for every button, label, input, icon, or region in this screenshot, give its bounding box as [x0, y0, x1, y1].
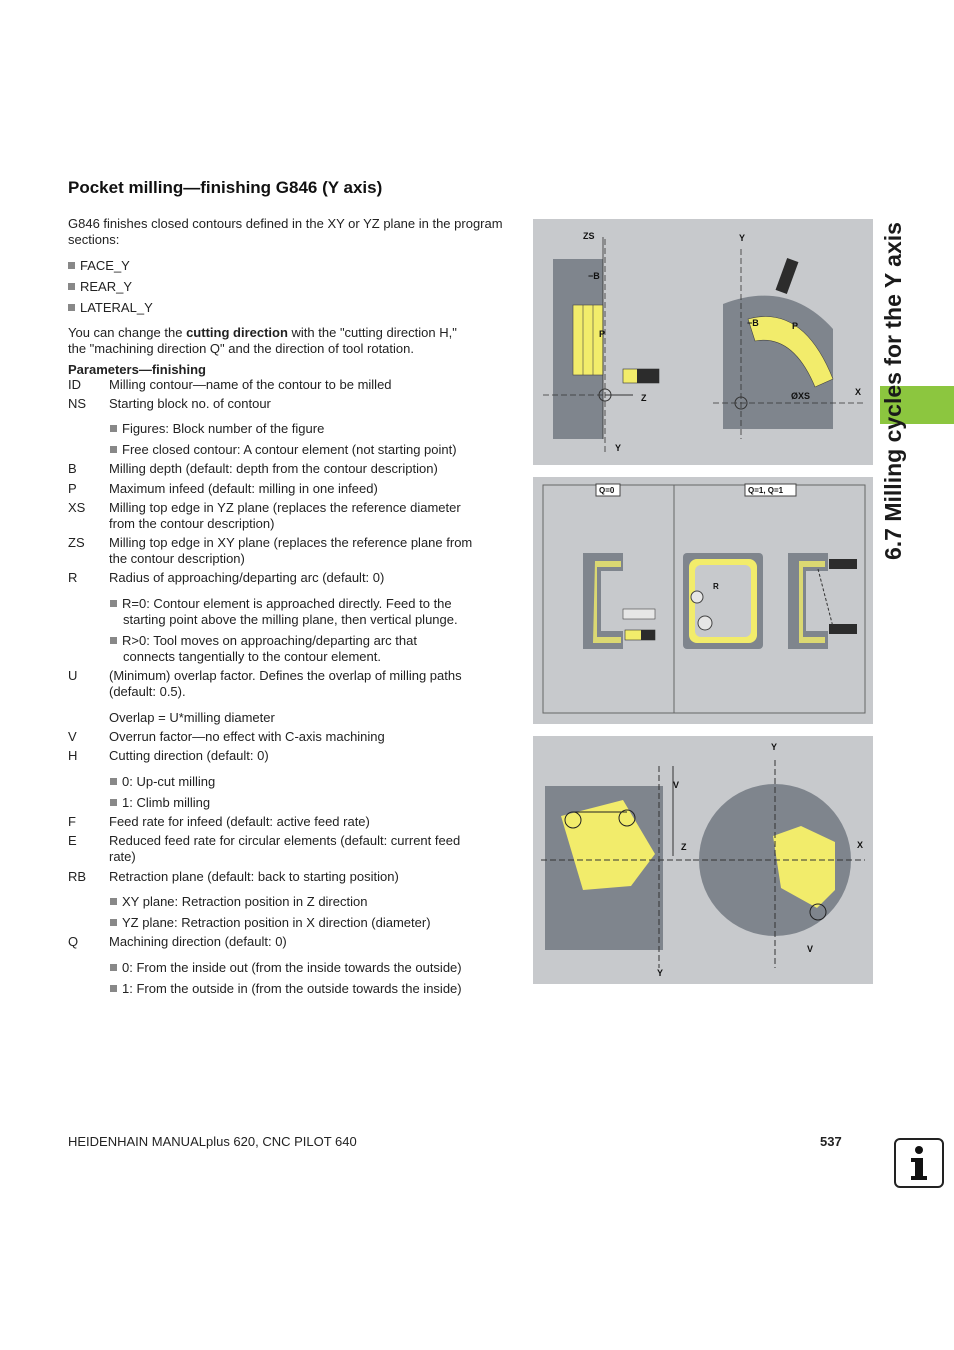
bullet-square-icon — [110, 919, 117, 926]
list-item: R>0: Tool moves on approaching/departing arc that connects tangentially to the contour element. — [110, 633, 510, 665]
bullet-square-icon — [110, 985, 117, 992]
list-item: R=0: Contour element is approached directly. Feed to the starting point above the milling plane, then vertical plunge. — [110, 596, 510, 628]
label-y-top: Y — [771, 742, 778, 752]
list-item: FACE_Y — [68, 258, 130, 274]
label-y-right: Y — [739, 233, 746, 243]
footer-title: HEIDENHAIN MANUALplus 620, CNC PILOT 640 — [68, 1134, 357, 1149]
bullet-square-icon — [68, 304, 75, 311]
info-glyph-icon — [896, 1140, 942, 1186]
label-p-2: P — [792, 321, 799, 331]
bullet-square-icon — [110, 799, 117, 806]
page-title: Pocket milling—finishing G846 (Y axis) — [68, 178, 383, 197]
label-q0: Q=0 — [599, 486, 615, 495]
figure-overrun — [533, 736, 873, 984]
bullet-square-icon — [68, 283, 75, 290]
bullet-square-icon — [110, 637, 117, 644]
change-paragraph: You can change the cutting direction with the "cutting direction H," the "machining direction Q" and the direction of tool rotation. — [68, 325, 457, 356]
list-item: 0: Up-cut milling — [110, 774, 215, 790]
bullet-square-icon — [68, 262, 75, 269]
figure-depth-infeed — [533, 219, 873, 465]
section-title-vertical: 6.7 Milling cycles for the Y axis — [880, 222, 906, 560]
list-item: YZ plane: Retraction position in X direction (diameter) — [110, 915, 431, 931]
label-y-bottom: Y — [615, 443, 622, 453]
label-xs: ØXS — [791, 391, 811, 401]
label-y-bottom: Y — [657, 968, 664, 978]
bullet-square-icon — [110, 898, 117, 905]
label-r: R — [713, 582, 719, 591]
list-item: XY plane: Retraction position in Z direction — [110, 894, 367, 910]
label-v-right: V — [807, 944, 814, 954]
page-number: 537 — [820, 1134, 842, 1149]
label-x: X — [855, 387, 862, 397]
list-item: 1: From the outside in (from the outside towards the inside) — [110, 981, 462, 997]
params-heading: Parameters—finishing — [68, 362, 206, 377]
bullet-square-icon — [110, 446, 117, 453]
list-item: Figures: Block number of the figure — [110, 421, 324, 437]
list-item: Free closed contour: A contour element (not starting point) — [110, 442, 457, 458]
label-minus-b-2: −B — [747, 318, 759, 328]
intro-text: G846 finishes closed contours defined in the XY or YZ plane in the program sections: — [68, 216, 503, 247]
label-z: Z — [641, 393, 647, 403]
bullet-square-icon — [110, 964, 117, 971]
list-item: 1: Climb milling — [110, 795, 210, 811]
bullet-square-icon — [110, 778, 117, 785]
label-zs: ZS — [583, 231, 595, 241]
label-z: Z — [681, 842, 687, 852]
label-v-top: V — [673, 780, 680, 790]
list-item: LATERAL_Y — [68, 300, 153, 316]
list-item: REAR_Y — [68, 279, 132, 295]
label-minus-b: −B — [588, 271, 600, 281]
list-item: 0: From the inside out (from the inside towards the outside) — [110, 960, 462, 976]
label-q1: Q=1, Q=1 — [748, 486, 784, 495]
figure-approach-arc — [533, 477, 873, 724]
label-p: P — [599, 329, 606, 339]
label-x: X — [857, 840, 864, 850]
bullet-square-icon — [110, 600, 117, 607]
bullet-square-icon — [110, 425, 117, 432]
info-icon — [894, 1138, 944, 1188]
